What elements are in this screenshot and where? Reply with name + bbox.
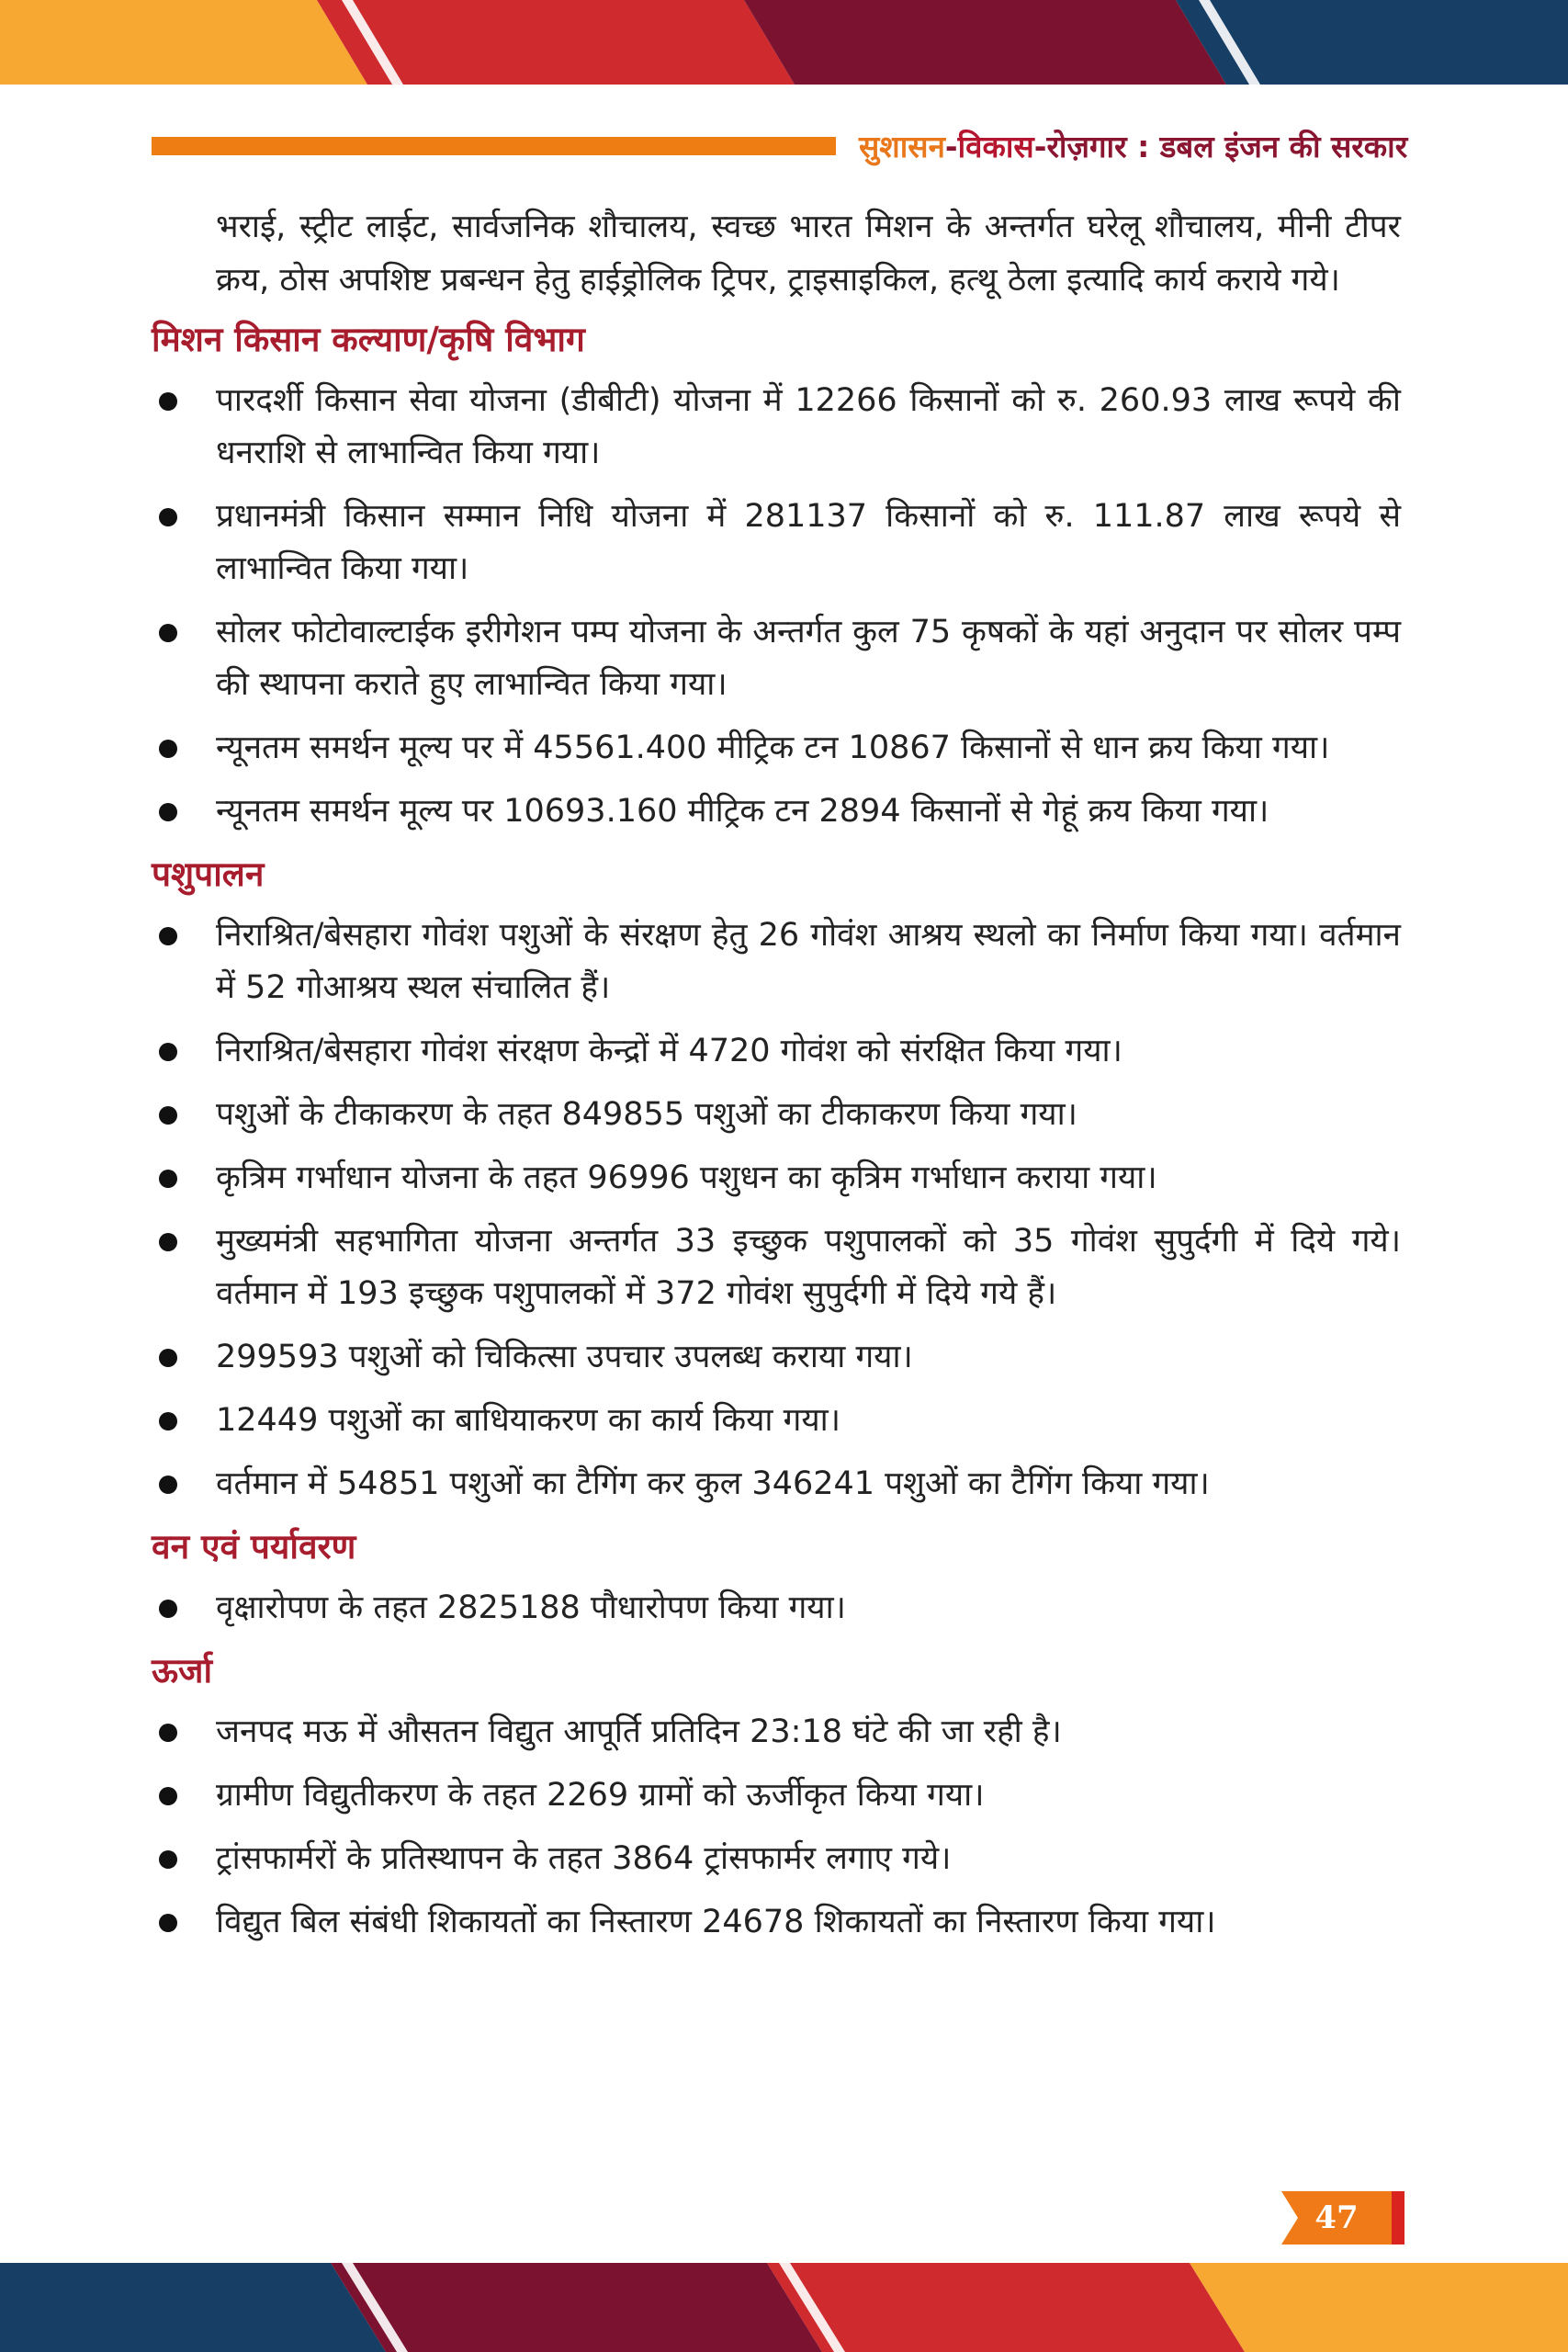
list-item (152, 1152, 1401, 1204)
header-title-sep2: - (1033, 129, 1047, 164)
bullet-icon (159, 1233, 177, 1251)
list-item (152, 375, 1401, 480)
list-item-text: विद्युत बिल संबंधी शिकायतों का निस्तारण 24678 शिकायतों का निस्तारण किया गया। (216, 1904, 1216, 1940)
section-heading: वन एवं पर्यावरण (152, 1527, 356, 1566)
list-item-text: सोलर फोटोवाल्टाईक इरीगेशन पम्प योजना के अन्तर्गत कुल 75 कृषकों के यहां अनुदान पर सोलर पम्प की स्थापना कराते हुए लाभान्वित किया गया। (216, 614, 1401, 703)
list-item-text: मुख्यमंत्री सहभागिता योजना अन्तर्गत 33 इच्छुक पशुपालकों को 35 गोवंश सुपुर्दगी में दिये गये। वर्तमान में 193 इच्छुक पशुपालकों में 372 गोवंश सुपुर्दगी में दिये गये हैं। (216, 1223, 1401, 1312)
section-krishi (152, 314, 1401, 838)
bullet-list (152, 375, 1401, 838)
list-item-text: निराश्रित/बेसहारा गोवंश पशुओं के संरक्षण हेतु 26 गोवंश आश्रय स्थलो का निर्माण किया गया। वर्तमान में 52 गोआश्रय स्थल संचालित हैं। (216, 917, 1401, 1006)
page-content (152, 200, 1401, 1960)
bullet-icon (159, 1412, 177, 1430)
header-title-part2: विकास (957, 129, 1034, 164)
bullet-icon (159, 740, 177, 758)
list-item (152, 1706, 1401, 1758)
list-item-text: जनपद मऊ में औसतन विद्युत आपूर्ति प्रतिदिन 23:18 घंटे की जा रही है। (216, 1713, 1062, 1750)
list-item (152, 910, 1401, 1014)
bullet-icon (159, 1850, 177, 1869)
list-item-text: ग्रामीण विद्युतीकरण के तहत 2269 ग्रामों को ऊर्जीकृत किया गया। (216, 1777, 985, 1814)
bullet-icon (159, 1106, 177, 1125)
bullet-icon (159, 392, 177, 411)
list-item-text: पारदर्शी किसान सेवा योजना (डीबीटी) योजना में 12266 किसानों को रु. 260.93 लाख रूपये की धनराशि से लाभान्वित किया गया। (216, 382, 1401, 471)
list-item-text: 12449 पशुओं का बाधियाकरण का कार्य किया गया। (216, 1402, 840, 1439)
bullet-list (152, 1582, 1401, 1634)
list-item (152, 491, 1401, 595)
bullet-icon (159, 1043, 177, 1061)
list-item-text: पशुओं के टीकाकरण के तहत 849855 पशुओं का टीकाकरण किया गया। (216, 1096, 1077, 1133)
list-item (152, 1833, 1401, 1885)
intro-paragraph: भराई, स्ट्रीट लाईट, सार्वजनिक शौचालय, स्वच्छ भारत मिशन के अन्तर्गत घरेलू शौचालय, मीनी टीपर क्रय, ठोस अपशिष्ट प्रबन्धन हेतु हाईड्रोलिक ट्रिपर, ट्राइसाइकिल, हत्थू ठेला इत्यादि कार्य कराये गये। (216, 209, 1401, 299)
section-pashupalan (152, 849, 1401, 1510)
section-heading: ऊर्जा (152, 1651, 213, 1690)
list-item-text: कृत्रिम गर्भाधान योजना के तहत 96996 पशुधन का कृत्रिम गर्भाधान कराया गया। (216, 1159, 1157, 1196)
list-item (152, 1896, 1401, 1949)
list-item-text: प्रधानमंत्री किसान सम्मान निधि योजना में 281137 किसानों को रु. 111.87 लाख रूपये से लाभान्वित किया गया। (216, 498, 1401, 587)
bullet-icon (159, 624, 177, 642)
bullet-icon (159, 1476, 177, 1494)
section-heading: पशुपालन (152, 854, 265, 894)
list-item (152, 1331, 1401, 1384)
list-item-text: वर्तमान में 54851 पशुओं का टैगिंग कर कुल 346241 पशुओं का टैगिंग किया गया। (216, 1465, 1210, 1502)
list-item (152, 1216, 1401, 1320)
list-item (152, 786, 1401, 838)
top-color-band (0, 0, 1568, 85)
list-item-text: न्यूनतम समर्थन मूल्य पर में 45561.400 मीट्रिक टन 10867 किसानों से धान क्रय किया गया। (216, 729, 1330, 766)
bottom-color-band (0, 2263, 1568, 2352)
header-rule (152, 137, 836, 155)
list-item (152, 1025, 1401, 1078)
page-number-tab (1281, 2191, 1410, 2245)
list-item-text: न्यूनतम समर्थन मूल्य पर 10693.160 मीट्रिक टन 2894 किसानों से गेहूं क्रय किया गया। (216, 793, 1269, 830)
bullet-list (152, 910, 1401, 1510)
list-item (152, 1582, 1401, 1634)
header-title-part3: रोज़गार : डबल इंजन की सरकार (1046, 129, 1408, 164)
list-item-text: वृक्षारोपण के तहत 2825188 पौधारोपण किया गया। (216, 1589, 846, 1626)
header-title-part1: सुशासन (859, 129, 945, 164)
page-number: 47 (1314, 2199, 1359, 2236)
bullet-icon (159, 1724, 177, 1742)
section-heading: मिशन किसान कल्याण/कृषि विभाग (152, 320, 585, 359)
bullet-icon (159, 803, 177, 821)
list-item-text: 299593 पशुओं को चिकित्सा उपचार उपलब्ध कराया गया। (216, 1339, 913, 1375)
bullet-icon (159, 508, 177, 526)
bullet-list (152, 1706, 1401, 1949)
bullet-icon (159, 1914, 177, 1932)
list-item (152, 1089, 1401, 1141)
bullet-icon (159, 927, 177, 945)
section-urja (152, 1645, 1401, 1949)
list-item (152, 722, 1401, 775)
list-item-text: निराश्रित/बेसहारा गोवंश संरक्षण केन्द्रों में 4720 गोवंश को संरक्षित किया गया। (216, 1033, 1122, 1069)
list-item-text: ट्रांसफार्मरों के प्रतिस्थापन के तहत 3864 ट्रांसफार्मर लगाए गये। (216, 1840, 952, 1877)
list-item (152, 606, 1401, 711)
list-item (152, 1395, 1401, 1447)
header-title-sep1: - (944, 129, 958, 164)
bullet-icon (159, 1600, 177, 1618)
running-header-title (859, 125, 1410, 166)
section-van-paryavaran (152, 1521, 1401, 1634)
bullet-icon (159, 1787, 177, 1805)
bullet-icon (159, 1349, 177, 1367)
list-item (152, 1770, 1401, 1822)
bullet-icon (159, 1170, 177, 1188)
list-item (152, 1458, 1401, 1510)
